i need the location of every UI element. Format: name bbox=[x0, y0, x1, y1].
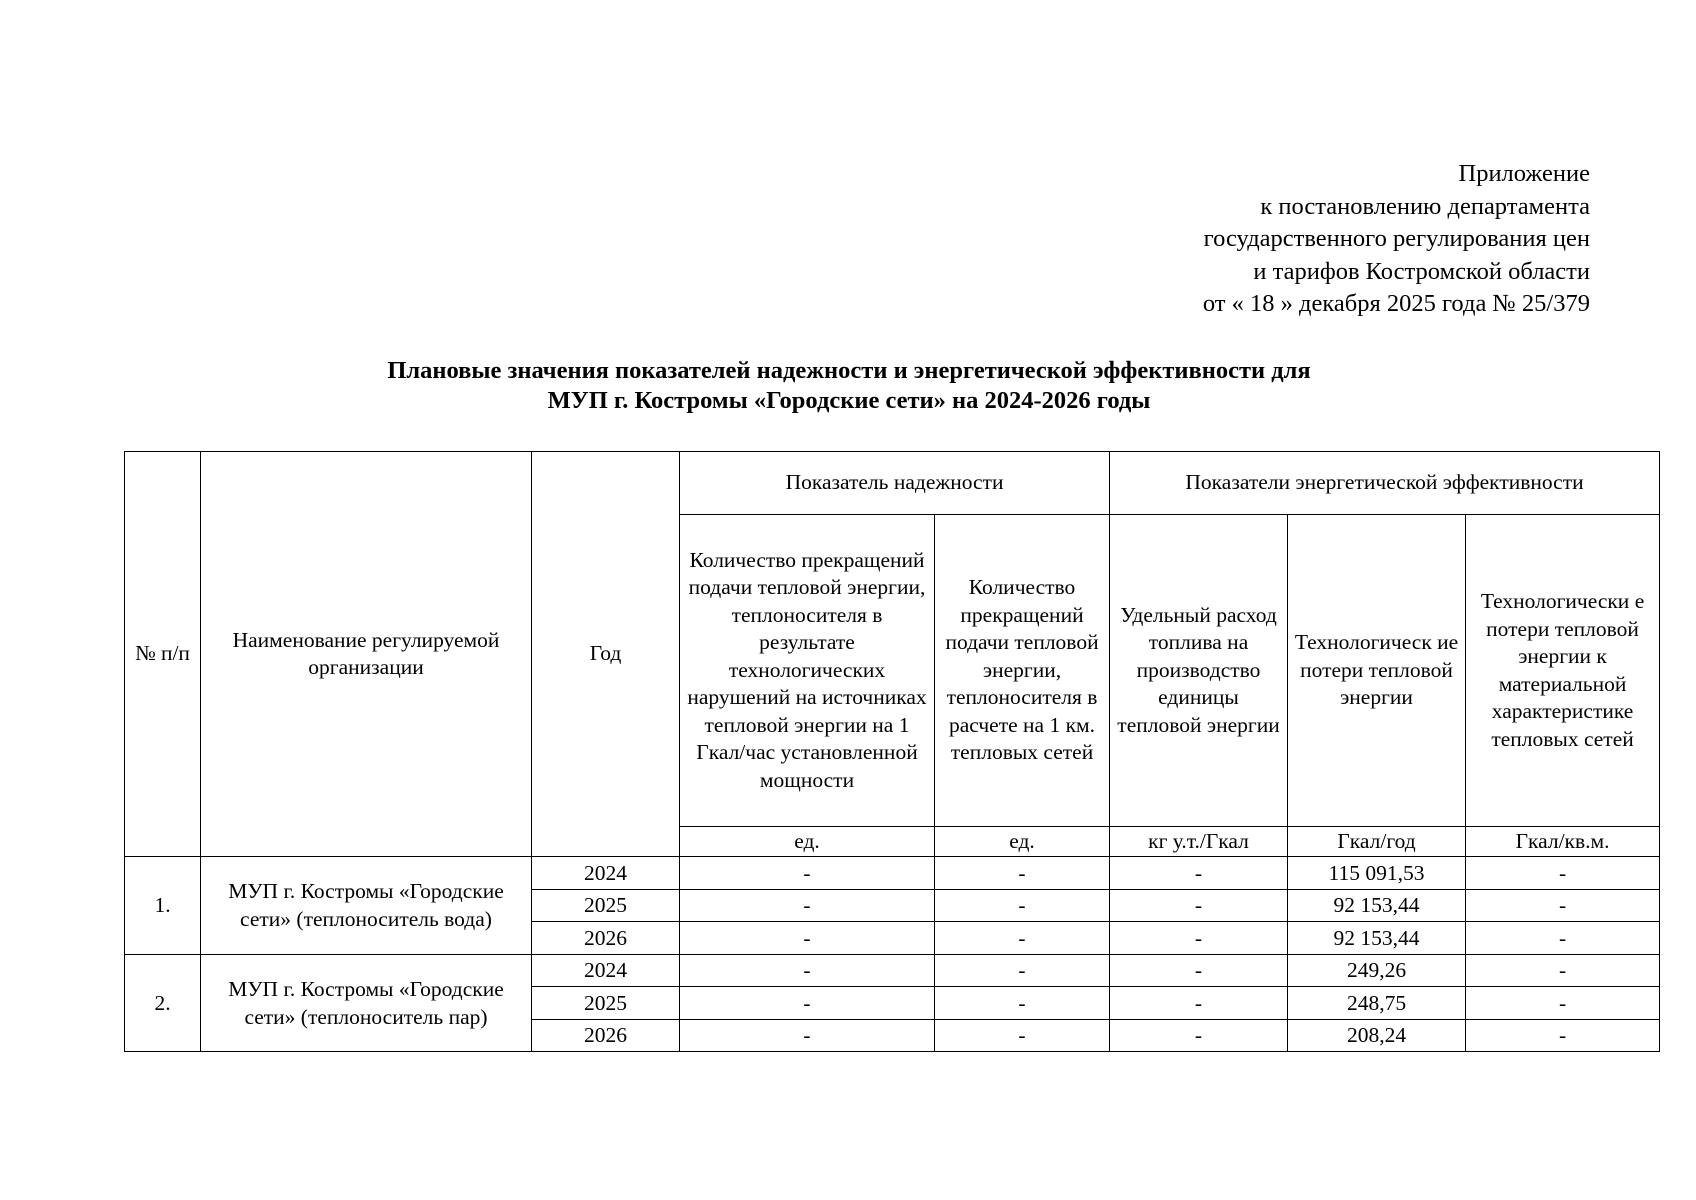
unit-col-3: кг у.т./Гкал bbox=[1110, 827, 1288, 857]
cell-year: 2025 bbox=[532, 987, 680, 1020]
cell-c1: - bbox=[680, 889, 935, 922]
cell-c2: - bbox=[935, 857, 1110, 890]
cell-c2: - bbox=[935, 889, 1110, 922]
cell-c3: - bbox=[1110, 889, 1288, 922]
appendix-line-4: и тарифов Костромской области bbox=[1253, 257, 1590, 285]
header-col-3: Удельный расход топлива на производство единицы тепловой энергии bbox=[1110, 515, 1288, 827]
appendix-line-2: к постановлению департамента bbox=[1260, 192, 1590, 220]
unit-col-5: Гкал/кв.м. bbox=[1466, 827, 1660, 857]
appendix-block bbox=[1203, 158, 1590, 321]
cell-c3: - bbox=[1110, 922, 1288, 955]
cell-c4: 92 153,44 bbox=[1288, 922, 1466, 955]
document-title bbox=[124, 356, 1574, 416]
header-efficiency-group: Показатели энергетической эффективности bbox=[1110, 452, 1660, 515]
cell-c2: - bbox=[935, 987, 1110, 1020]
cell-c4: 208,24 bbox=[1288, 1019, 1466, 1052]
row-num: 1. bbox=[125, 857, 201, 955]
header-col-1: Количество прекращений подачи тепловой энергии, теплоносителя в результате технологических нарушений на источниках тепловой энергии на 1 Гкал/час установленной мощности bbox=[680, 515, 935, 827]
unit-col-4: Гкал/год bbox=[1288, 827, 1466, 857]
cell-c5: - bbox=[1466, 922, 1660, 955]
cell-c4: 248,75 bbox=[1288, 987, 1466, 1020]
cell-c3: - bbox=[1110, 857, 1288, 890]
cell-c3: - bbox=[1110, 987, 1288, 1020]
header-num: № п/п bbox=[125, 452, 201, 857]
cell-c1: - bbox=[680, 987, 935, 1020]
cell-c4: 249,26 bbox=[1288, 954, 1466, 987]
appendix-line-5: от « 18 » декабря 2025 года № 25/379 bbox=[1202, 290, 1590, 317]
cell-c3: - bbox=[1110, 954, 1288, 987]
cell-c5: - bbox=[1466, 1019, 1660, 1052]
cell-c2: - bbox=[935, 1019, 1110, 1052]
cell-c2: - bbox=[935, 922, 1110, 955]
cell-c1: - bbox=[680, 954, 935, 987]
header-col-4: Технологическ ие потери тепловой энергии bbox=[1288, 515, 1466, 827]
cell-c1: - bbox=[680, 922, 935, 955]
header-row-groups bbox=[125, 452, 1660, 515]
header-org: Наименование регулируемой организации bbox=[201, 452, 532, 857]
indicators-table bbox=[124, 451, 1660, 1052]
document-title-line-1: Плановые значения показателей надежности и энергетической эффективности для bbox=[387, 357, 1311, 384]
cell-year: 2025 bbox=[532, 889, 680, 922]
row-org: МУП г. Костромы «Городские сети» (теплоноситель вода) bbox=[201, 857, 532, 955]
cell-c5: - bbox=[1466, 889, 1660, 922]
cell-c1: - bbox=[680, 1019, 935, 1052]
unit-col-2: ед. bbox=[935, 827, 1110, 857]
cell-c5: - bbox=[1466, 857, 1660, 890]
appendix-line-3: государственного регулирования цен bbox=[1203, 225, 1590, 252]
table-row bbox=[125, 857, 1660, 890]
cell-c5: - bbox=[1466, 954, 1660, 987]
cell-year: 2026 bbox=[532, 1019, 680, 1052]
row-num: 2. bbox=[125, 954, 201, 1052]
cell-year: 2024 bbox=[532, 857, 680, 890]
unit-col-1: ед. bbox=[680, 827, 935, 857]
appendix-line-1: Приложение bbox=[1458, 160, 1590, 187]
cell-c4: 115 091,53 bbox=[1288, 857, 1466, 890]
header-year: Год bbox=[532, 452, 680, 857]
row-org: МУП г. Костромы «Городские сети» (теплоноситель пар) bbox=[201, 954, 532, 1052]
cell-year: 2026 bbox=[532, 922, 680, 955]
cell-year: 2024 bbox=[532, 954, 680, 987]
document-title-line-2: МУП г. Костромы «Городские сети» на 2024-2026 годы bbox=[547, 387, 1151, 414]
header-col-5: Технологически е потери тепловой энергии к материальной характеристике тепловых сетей bbox=[1466, 515, 1660, 827]
cell-c2: - bbox=[935, 954, 1110, 987]
cell-c5: - bbox=[1466, 987, 1660, 1020]
cell-c1: - bbox=[680, 857, 935, 890]
header-reliability-group: Показатель надежности bbox=[680, 452, 1110, 515]
table-row bbox=[125, 954, 1660, 987]
cell-c3: - bbox=[1110, 1019, 1288, 1052]
header-col-2: Количество прекращений подачи тепловой энергии, теплоносителя в расчете на 1 км. тепловых сетей bbox=[935, 515, 1110, 827]
cell-c4: 92 153,44 bbox=[1288, 889, 1466, 922]
